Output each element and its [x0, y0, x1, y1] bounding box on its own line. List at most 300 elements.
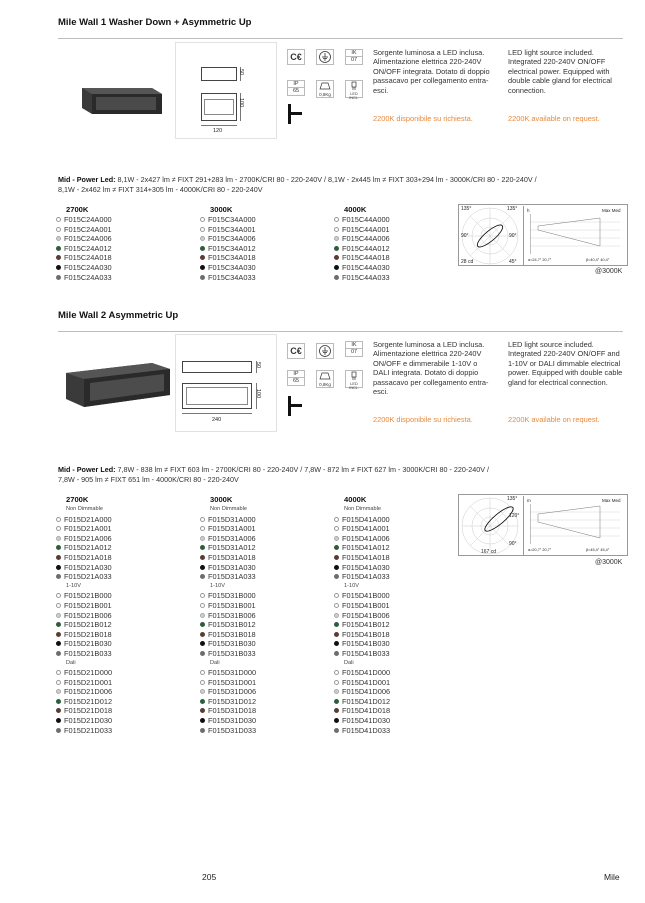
color-swatch-icon [334, 517, 339, 522]
product-code: F015C34A033 [208, 272, 256, 282]
ik-label-2: IK [351, 342, 357, 348]
ik-label: IK [351, 50, 357, 56]
variant-subheading: Non Dimmable [210, 506, 247, 512]
color-swatch-icon [200, 728, 205, 733]
product-code: F015D41D033 [342, 725, 391, 735]
section1-description-it: Sorgente luminosa a LED inclusa. Alimentazione elettrica 220-240V ON/OFF integrata. Dotato di doppio passacavo per collegamento entra-esci. [373, 48, 490, 95]
color-swatch-icon [200, 217, 205, 222]
color-swatch-icon [334, 622, 339, 627]
color-swatch-icon [56, 718, 61, 723]
section2-product-image [62, 355, 174, 415]
section1-spec-label: Mid - Power Led: [58, 175, 116, 184]
product-code-row [200, 678, 256, 688]
product-code: F015D21D001 [64, 677, 113, 687]
product-code: F015D41A030 [342, 562, 390, 572]
column-header: 2700K [66, 205, 89, 214]
code-column [334, 495, 390, 735]
product-code-row [200, 515, 256, 525]
color-swatch-icon [200, 632, 205, 637]
product-code-row [334, 244, 390, 254]
color-swatch-icon [334, 728, 339, 733]
section2-dim-height2: 100 [255, 389, 261, 399]
product-code: F015D41D030 [342, 716, 391, 726]
polar1-note1: α=24,7° 20,7° [528, 258, 552, 262]
weight-icon-2 [316, 370, 334, 388]
color-swatch-icon [200, 718, 205, 723]
color-swatch-icon [200, 699, 205, 704]
product-code: F015D31B030 [208, 639, 256, 649]
product-code: F015D31A006 [208, 533, 256, 543]
product-code-row [56, 639, 112, 649]
product-code-row [334, 234, 390, 244]
ik-rating-badge-2 [345, 341, 363, 357]
product-code-row [56, 572, 112, 582]
product-code-row [200, 534, 256, 544]
product-code: F015D31B006 [208, 610, 256, 620]
color-swatch-icon [56, 536, 61, 541]
weight-value-2: 0,8Kg [319, 382, 331, 387]
variant-subheading: 1-10V [210, 582, 225, 589]
product-code-row [56, 611, 112, 621]
variant-subheading: 1-10V [66, 582, 81, 589]
variant-subheading: Dali [66, 659, 76, 666]
color-swatch-icon [56, 622, 61, 627]
product-code: F015D21B012 [64, 620, 112, 630]
ground-symbol-icon-2 [316, 343, 334, 359]
product-code-row [56, 234, 112, 244]
product-code-row [200, 553, 256, 563]
product-code-row [334, 716, 390, 726]
product-code: F015C24A000 [64, 215, 112, 224]
ip-label-2: IP [293, 371, 299, 377]
polar2-note1: α=20,7° 20,7° [528, 548, 552, 552]
color-swatch-icon [200, 275, 205, 280]
color-swatch-icon [200, 622, 205, 627]
page-number: 205 [202, 872, 217, 882]
product-code-row [200, 611, 256, 621]
product-code: F015D31B012 [208, 620, 256, 630]
polar2-maxmed: Max Med [602, 498, 621, 503]
product-code-row [334, 572, 390, 582]
color-swatch-icon [200, 565, 205, 570]
product-code: F015D31D030 [208, 716, 257, 726]
product-code-row [334, 225, 390, 235]
product-code: F015C34A012 [208, 243, 256, 253]
product-code-row [334, 620, 390, 630]
product-code: F015D21B033 [64, 648, 112, 658]
product-code-row [56, 697, 112, 707]
color-swatch-icon [56, 613, 61, 618]
polar1-angle-a4: 90° [509, 233, 517, 239]
product-code-row [200, 591, 256, 601]
product-code: F015D41D006 [342, 687, 391, 697]
code-column [56, 205, 112, 282]
product-code-row [200, 716, 256, 726]
color-swatch-icon [56, 728, 61, 733]
product-code-row [56, 524, 112, 534]
product-code: F015D31B000 [208, 591, 256, 601]
product-code-row [334, 639, 390, 649]
product-code-row [56, 678, 112, 688]
section1-description-en: LED light source included. Integrated 220-240V ON/OFF electrical power. Equipped with double cable gland for electrical connection. [508, 48, 612, 95]
color-swatch-icon [56, 265, 61, 270]
product-code-row [200, 225, 256, 235]
product-code: F015D41D000 [342, 668, 391, 678]
product-code: F015C44A030 [342, 262, 390, 272]
column-header: 4000K [344, 495, 367, 504]
color-swatch-icon [200, 670, 205, 675]
product-code: F015D31B001 [208, 600, 256, 610]
ce-mark-icon: C€ [287, 49, 305, 65]
product-code: F015C34A001 [208, 224, 256, 234]
variant-subheading: Non Dimmable [344, 506, 381, 512]
product-code-row [56, 591, 112, 601]
product-code: F015D31B018 [208, 629, 256, 639]
color-swatch-icon [334, 536, 339, 541]
product-code: F015D21D030 [64, 716, 113, 726]
product-code-row [200, 697, 256, 707]
product-code-row [56, 553, 112, 563]
product-code: F015D21B000 [64, 591, 112, 601]
product-code: F015D21A012 [64, 543, 112, 553]
variant-subheading: Dali [210, 659, 220, 666]
product-code: F015D21D006 [64, 687, 113, 697]
color-swatch-icon [334, 255, 339, 260]
weight-icon [316, 80, 334, 98]
section2-technical-drawing [175, 334, 277, 432]
section2-description-en: LED light source included. Integrated 220-240V ON/OFF and 1-10V or DALI dimmable electrical power. Equipped with double cable gland for electrical connection. [508, 340, 623, 387]
polar1-angle-a1: 135° [461, 206, 472, 212]
product-code-row [200, 687, 256, 697]
product-code: F015D41B033 [342, 648, 390, 658]
color-swatch-icon [334, 265, 339, 270]
product-code-row [334, 543, 390, 553]
color-swatch-icon [200, 680, 205, 685]
section1-product-image [70, 70, 170, 128]
product-code-row [334, 534, 390, 544]
color-swatch-icon [56, 526, 61, 531]
product-code: F015D21D018 [64, 706, 113, 716]
color-swatch-icon [56, 670, 61, 675]
product-code: F015D21A000 [64, 514, 112, 524]
weight-value: 0,8Kg [319, 92, 331, 97]
section1-dim-width: 120 [213, 128, 223, 134]
color-swatch-icon [200, 536, 205, 541]
product-code: F015D21B018 [64, 629, 112, 639]
product-code: F015D41B018 [342, 629, 390, 639]
ik-value: 07 [346, 56, 362, 63]
variant-subheading: Dali [344, 659, 354, 666]
product-code-row [334, 263, 390, 273]
column-header: 2700K [66, 495, 89, 504]
product-code: F015D31D001 [208, 677, 257, 687]
product-code: F015D31D012 [208, 696, 257, 706]
product-code-row [56, 534, 112, 544]
product-code-row [56, 273, 112, 283]
color-swatch-icon [200, 613, 205, 618]
product-code: F015C34A030 [208, 262, 256, 272]
color-swatch-icon [334, 246, 339, 251]
color-swatch-icon [56, 680, 61, 685]
section2-dim-width: 240 [212, 417, 222, 423]
color-swatch-icon [200, 689, 205, 694]
polar1-cd: 28 cd [461, 259, 474, 265]
code-column [334, 205, 390, 282]
product-code: F015D21D033 [64, 725, 113, 735]
product-code-row [56, 215, 112, 225]
product-code-row [334, 563, 390, 573]
product-code-row [334, 649, 390, 659]
product-code-row [334, 601, 390, 611]
ip-value: 65 [288, 87, 304, 94]
polar2-h-label: m [527, 498, 531, 503]
polar2-angle-a2: 120° [509, 513, 520, 519]
color-swatch-icon [56, 236, 61, 241]
product-code-row [200, 543, 256, 553]
product-code-row [334, 630, 390, 640]
product-code-row [334, 726, 390, 736]
product-code: F015D21A030 [64, 562, 112, 572]
product-code: F015D21B001 [64, 600, 112, 610]
color-swatch-icon [334, 699, 339, 704]
color-swatch-icon [334, 670, 339, 675]
product-code: F015D41A012 [342, 543, 390, 553]
color-swatch-icon [334, 641, 339, 646]
color-swatch-icon [56, 565, 61, 570]
section2-spec-line2: 7,8W - 905 lm ≠ FIXT 651 lm - 4000K/CRI 80 - 220-240V [58, 475, 239, 484]
column-header: 3000K [210, 205, 233, 214]
polar1-h-label: h [527, 208, 530, 213]
color-swatch-icon [200, 641, 205, 646]
product-code: F015D41A001 [342, 524, 390, 534]
product-code: F015C44A000 [342, 215, 390, 224]
polar1-angle-a2: 135° [507, 206, 518, 212]
ip-rating-badge-2 [287, 370, 305, 386]
product-code: F015D41B000 [342, 591, 390, 601]
polar1-note2: β=40,4° 40,4° [586, 258, 610, 262]
color-swatch-icon [56, 641, 61, 646]
led-included-label: LED INCL. [349, 92, 359, 100]
product-code-row [56, 620, 112, 630]
polar2-cd: 167 cd [481, 549, 497, 555]
section2-note-it: 2200K disponibile su richiesta. [373, 415, 473, 424]
product-code-row [200, 630, 256, 640]
product-code: F015D31D006 [208, 687, 257, 697]
product-code-row [200, 263, 256, 273]
color-swatch-icon [334, 651, 339, 656]
product-code-row [200, 572, 256, 582]
variant-subheading: 1-10V [344, 582, 359, 589]
section1-divider [58, 38, 623, 39]
product-code: F015D41A006 [342, 533, 390, 543]
color-swatch-icon [56, 574, 61, 579]
product-code: F015C44A006 [342, 234, 390, 244]
color-swatch-icon [200, 603, 205, 608]
product-code: F015D31A012 [208, 543, 256, 553]
color-swatch-icon [56, 217, 61, 222]
section1-polar-diagram [458, 204, 628, 266]
product-code-row [200, 563, 256, 573]
section1-dim-height2: 100 [238, 98, 244, 108]
product-code: F015D21B030 [64, 639, 112, 649]
polar1-maxmed: Max Med [602, 208, 621, 213]
color-swatch-icon [56, 545, 61, 550]
section1-technical-drawing [175, 42, 277, 139]
color-swatch-icon [56, 632, 61, 637]
product-code-row [56, 726, 112, 736]
section2-spec-text1: 7,8W - 838 lm ≠ FIXT 603 lm - 2700K/CRI 80 - 220-240V / 7,8W - 872 lm ≠ FIXT 627 lm - 3000K/CRI 80 - 220-240V / [117, 465, 490, 474]
product-code-row [334, 253, 390, 263]
product-code: F015D21A001 [64, 524, 112, 534]
product-code: F015D41D012 [342, 696, 391, 706]
polar2-illuminance-panel [523, 496, 627, 555]
color-swatch-icon [334, 613, 339, 618]
color-swatch-icon [334, 565, 339, 570]
product-code: F015D21B006 [64, 610, 112, 620]
section2-polar-caption: @3000K [595, 559, 623, 566]
product-code: F015C44A012 [342, 243, 390, 253]
color-swatch-icon [334, 236, 339, 241]
product-code: F015D31A000 [208, 514, 256, 524]
product-code-row [200, 668, 256, 678]
product-code: F015C24A030 [64, 262, 112, 272]
section1-spec-line1 [58, 175, 638, 185]
product-code-row [56, 601, 112, 611]
variant-subheading: Non Dimmable [66, 506, 103, 512]
color-swatch-icon [56, 517, 61, 522]
color-swatch-icon [334, 275, 339, 280]
color-swatch-icon [56, 593, 61, 598]
product-code: F015C44A001 [342, 224, 390, 234]
polar1-angle-a5: 45° [509, 259, 517, 265]
section1-polar-caption: @3000K [595, 268, 623, 275]
product-code-row [200, 639, 256, 649]
polar2-angle-a1: 135° [507, 496, 518, 502]
product-code: F015D21D000 [64, 668, 113, 678]
product-code-row [200, 253, 256, 263]
product-code-row [56, 543, 112, 553]
product-code: F015D31A033 [208, 572, 256, 582]
product-code-row [56, 225, 112, 235]
led-included-label-2: LED INCL. [349, 382, 359, 390]
polar1-angle-a3: 90° [461, 233, 469, 239]
section2-dim-height1: 50 [255, 362, 261, 369]
ik-value-2: 07 [346, 348, 362, 355]
code-column [56, 495, 112, 735]
wall-mount-icon-2 [287, 396, 303, 416]
color-swatch-icon [200, 526, 205, 531]
product-code-row [334, 706, 390, 716]
ip-value-2: 65 [288, 377, 304, 384]
product-code: F015D41B001 [342, 600, 390, 610]
product-code-row [200, 273, 256, 283]
color-swatch-icon [56, 255, 61, 260]
section2-description-it: Sorgente luminosa a LED inclusa. Alimentazione elettrica 220-240V ON/OFF e dimmerabile 1-10V o DALI integrata. Dotato di doppio passacavo per collegamento entra-esci. [373, 340, 489, 397]
section1-note-it: 2200K disponibile su richiesta. [373, 114, 473, 123]
product-code-row [56, 706, 112, 716]
product-code-row [334, 591, 390, 601]
color-swatch-icon [200, 574, 205, 579]
product-code: F015C34A018 [208, 253, 256, 263]
color-swatch-icon [334, 718, 339, 723]
product-code: F015C24A033 [64, 272, 112, 282]
section2-note-en: 2200K available on request. [508, 415, 600, 424]
color-swatch-icon [200, 265, 205, 270]
product-code: F015D31B033 [208, 648, 256, 658]
color-swatch-icon [200, 555, 205, 560]
color-swatch-icon [334, 689, 339, 694]
product-code-row [334, 515, 390, 525]
section1-spec-line2: 8,1W - 2x462 lm ≠ FIXT 314+305 lm - 4000K/CRI 80 - 220-240V [58, 185, 263, 194]
product-code-row [56, 687, 112, 697]
product-code-row [200, 215, 256, 225]
section1-note-en: 2200K available on request. [508, 114, 600, 123]
product-code-row [334, 678, 390, 688]
wall-mount-icon [287, 104, 303, 124]
section1-title: Mile Wall 1 Washer Down + Asymmetric Up [58, 17, 252, 28]
color-swatch-icon [56, 555, 61, 560]
polar2-angle-a3: 90° [509, 541, 517, 547]
product-code: F015D21A018 [64, 552, 112, 562]
color-swatch-icon [56, 603, 61, 608]
product-code-row [200, 244, 256, 254]
color-swatch-icon [334, 708, 339, 713]
color-swatch-icon [200, 236, 205, 241]
product-code-row [334, 553, 390, 563]
color-swatch-icon [56, 689, 61, 694]
color-swatch-icon [200, 593, 205, 598]
product-code-row [334, 697, 390, 707]
code-column [200, 205, 256, 282]
product-code: F015D41A018 [342, 552, 390, 562]
product-code: F015C24A012 [64, 243, 112, 253]
product-code: F015D31A018 [208, 552, 256, 562]
color-swatch-icon [56, 699, 61, 704]
product-code: F015C24A006 [64, 234, 112, 244]
color-swatch-icon [56, 227, 61, 232]
color-swatch-icon [56, 275, 61, 280]
product-code: F015D41A000 [342, 514, 390, 524]
column-header: 4000K [344, 205, 367, 214]
color-swatch-icon [200, 517, 205, 522]
product-code: F015C34A006 [208, 234, 256, 244]
color-swatch-icon [200, 651, 205, 656]
product-code: F015D41A033 [342, 572, 390, 582]
section2-title: Mile Wall 2 Asymmetric Up [58, 310, 179, 321]
product-code-row [334, 687, 390, 697]
product-code: F015D31A001 [208, 524, 256, 534]
color-swatch-icon [200, 708, 205, 713]
section2-divider [58, 331, 623, 332]
color-swatch-icon [334, 555, 339, 560]
color-swatch-icon [56, 708, 61, 713]
section1-spec-text1: 8,1W - 2x427 lm ≠ FIXT 291+283 lm - 2700K/CRI 80 - 220-240V / 8,1W - 2x445 lm ≠ FIXT 303+294 lm - 3000K/CRI 80 - 220-240V / [117, 175, 537, 184]
product-code-row [56, 563, 112, 573]
product-code: F015C34A000 [208, 215, 256, 224]
ip-rating-badge [287, 80, 305, 96]
product-code: F015D41B012 [342, 620, 390, 630]
product-code-row [56, 716, 112, 726]
color-swatch-icon [334, 217, 339, 222]
color-swatch-icon [200, 227, 205, 232]
color-swatch-icon [56, 246, 61, 251]
page-footer-name: Mile [604, 872, 620, 882]
product-code: F015C44A018 [342, 253, 390, 263]
product-code-row [200, 234, 256, 244]
section2-polar-diagram [458, 494, 628, 556]
product-code-row [200, 726, 256, 736]
led-included-icon [345, 80, 363, 98]
